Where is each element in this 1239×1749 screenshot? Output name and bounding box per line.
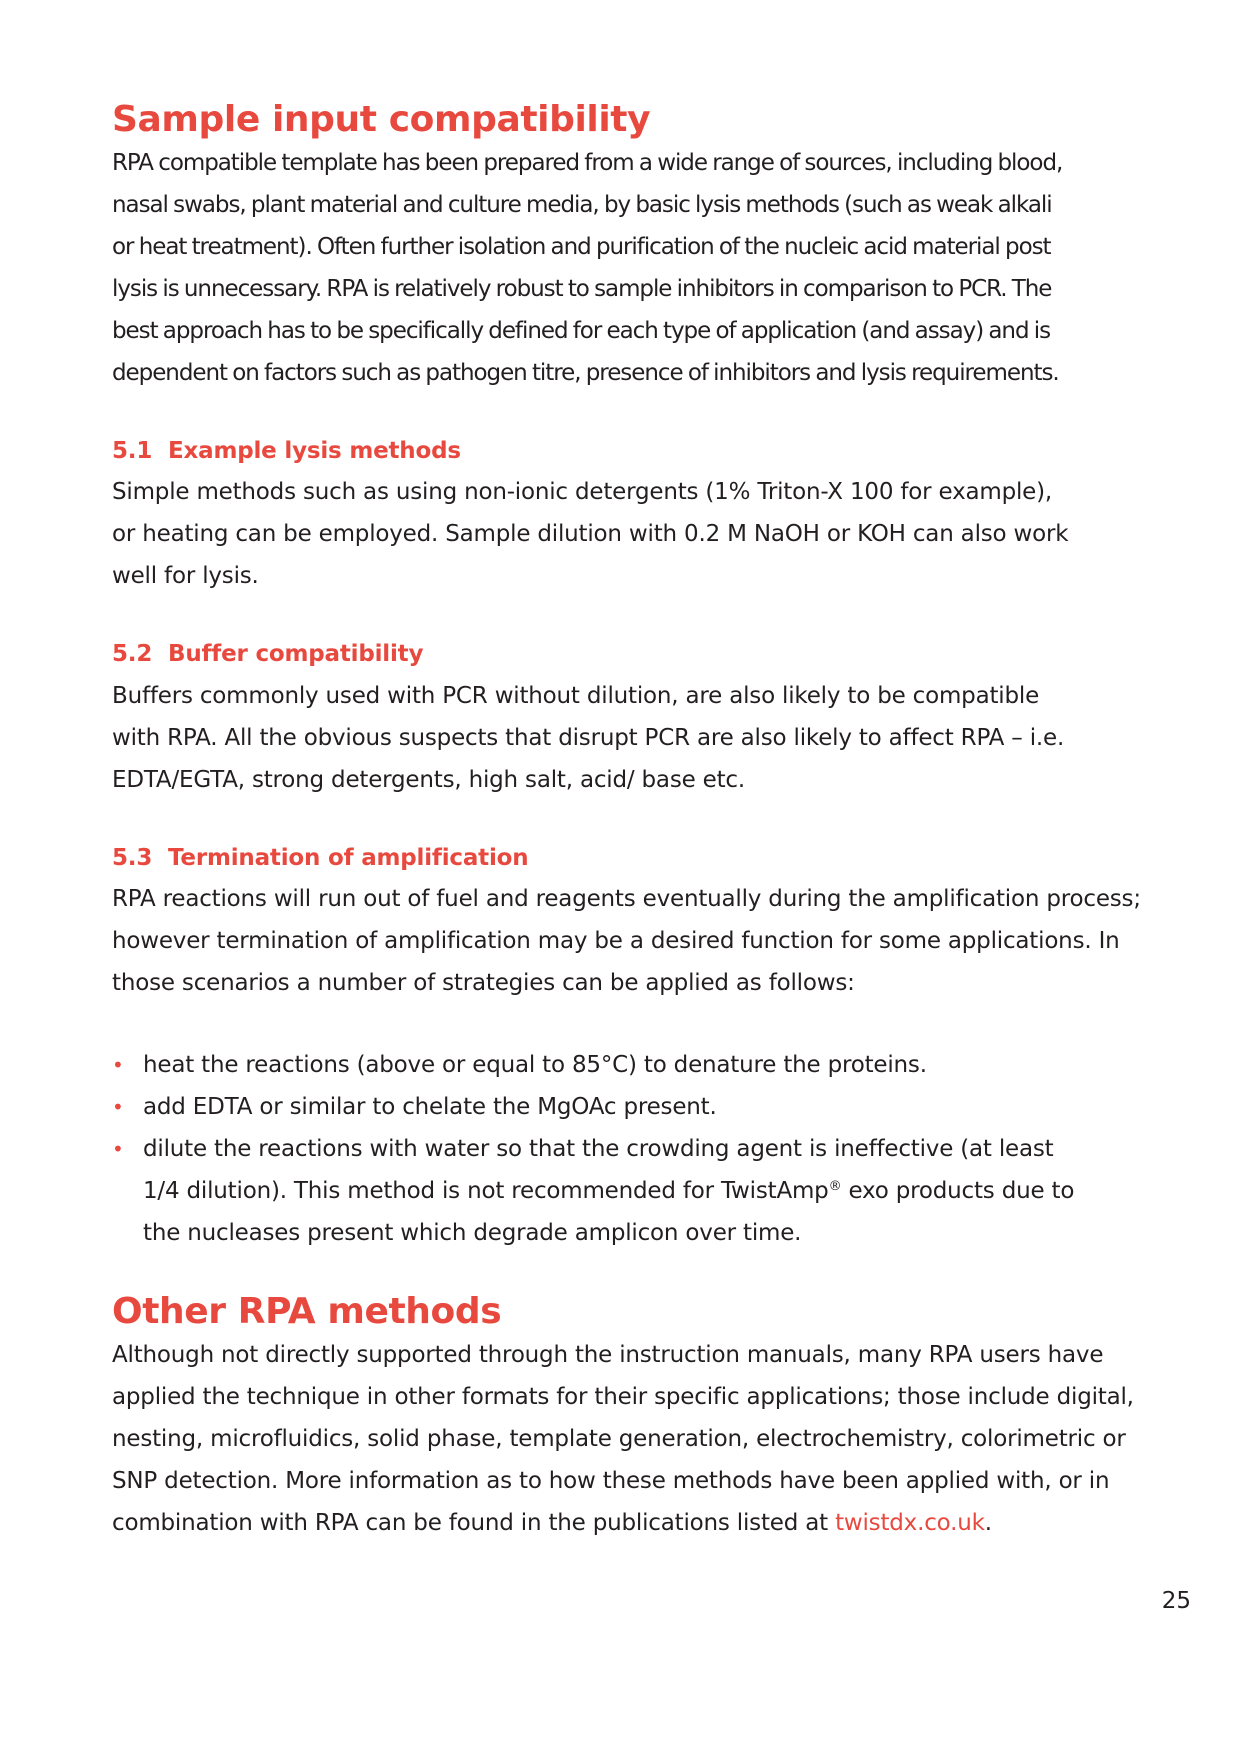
- list-item-text-part: 1/4 dilution). This method is not recommended for TwistAmp: [143, 1178, 829, 1205]
- list-item: [112, 1086, 1142, 1128]
- body-line: well for lysis.: [112, 563, 259, 590]
- section-other-methods-body: [112, 1334, 1142, 1544]
- body-line: or heating can be employed. Sample dilution with 0.2 M NaOH or KOH can also work: [112, 521, 1069, 548]
- list-item-text-part: exo products due to: [841, 1178, 1075, 1205]
- list-item-text: add EDTA or similar to chelate the MgOAc present.: [143, 1094, 717, 1121]
- page-number: 25: [1161, 1588, 1191, 1614]
- bullet-icon: •: [112, 1137, 124, 1162]
- body-line: [112, 1502, 1142, 1544]
- list-item-text: [143, 1170, 1142, 1212]
- list-item: [112, 1128, 1142, 1254]
- document-page: [112, 100, 1142, 1544]
- body-line: nasal swabs, plant material and culture media, by basic lysis methods (such as weak alkali: [112, 191, 1052, 218]
- subsection-title-buffer: [112, 641, 1142, 669]
- body-line: lysis is unnecessary. RPA is relatively robust to sample inhibitors in comparison to PCR. The: [112, 275, 1052, 302]
- body-line: Although not directly supported through the instruction manuals, many RPA users have: [112, 1341, 1104, 1368]
- subsection-buffer-body: [112, 675, 1142, 801]
- body-text-part: .: [984, 1509, 992, 1536]
- section-sample-input-body: [112, 142, 1142, 394]
- subsection-termination-body: [112, 878, 1142, 1004]
- subsection-title-text: Example lysis methods: [168, 437, 461, 464]
- subsection-title-termination: [112, 845, 1142, 873]
- subsection-title-text: Termination of amplification: [168, 844, 529, 871]
- section-title-sample-input: Sample input compatibility: [112, 99, 651, 140]
- body-line: EDTA/EGTA, strong detergents, high salt, acid/ base etc.: [112, 766, 745, 793]
- list-item-text: heat the reactions (above or equal to 85°C) to denature the proteins.: [143, 1052, 927, 1079]
- section-title-other-methods: Other RPA methods: [112, 1291, 502, 1333]
- body-line: Simple methods such as using non-ionic detergents (1% Triton-X 100 for example),: [112, 479, 1053, 506]
- body-text-part: combination with RPA can be found in the publications listed at: [112, 1509, 836, 1536]
- bullet-icon: •: [112, 1053, 124, 1078]
- body-line: however termination of amplification may be a desired function for some applications. In: [112, 928, 1120, 955]
- body-line: those scenarios a number of strategies can be applied as follows:: [112, 970, 855, 997]
- subsection-title-lysis: [112, 438, 1142, 466]
- body-line: or heat treatment). Often further isolation and purification of the nucleic acid material post: [112, 233, 1051, 260]
- body-line: dependent on factors such as pathogen titre, presence of inhibitors and lysis requirements.: [112, 359, 1059, 386]
- twistdx-website-link[interactable]: twistdx.co.uk: [835, 1509, 985, 1536]
- list-item-text: the nucleases present which degrade amplicon over time.: [143, 1220, 802, 1247]
- subsection-title-text: Buffer compatibility: [168, 641, 424, 668]
- body-line: Buffers commonly used with PCR without dilution, are also likely to be compatible: [112, 682, 1040, 709]
- body-line: RPA compatible template has been prepared from a wide range of sources, including blood,: [112, 149, 1063, 176]
- body-line: best approach has to be specifically defined for each type of application (and assay) and is: [112, 317, 1051, 344]
- subsection-lysis-body: [112, 471, 1142, 597]
- subsection-number: 5.1: [112, 437, 153, 464]
- list-item: [112, 1044, 1142, 1086]
- body-line: SNP detection. More information as to how these methods have been applied with, or in: [112, 1467, 1110, 1494]
- termination-strategies-list: [112, 1044, 1142, 1254]
- registered-mark: ®: [828, 1179, 842, 1195]
- bullet-icon: •: [112, 1095, 124, 1120]
- body-line: applied the technique in other formats for their specific applications; those include digital,: [112, 1383, 1134, 1410]
- body-line: RPA reactions will run out of fuel and reagents eventually during the amplification process;: [112, 886, 1141, 913]
- subsection-number: 5.2: [112, 641, 153, 668]
- list-item-text: dilute the reactions with water so that the crowding agent is ineffective (at least: [143, 1136, 1054, 1163]
- subsection-number: 5.3: [112, 844, 153, 871]
- body-line: nesting, microfluidics, solid phase, template generation, electrochemistry, colorimetric or: [112, 1425, 1126, 1452]
- body-line: with RPA. All the obvious suspects that disrupt PCR are also likely to affect RPA – i.e.: [112, 724, 1065, 751]
